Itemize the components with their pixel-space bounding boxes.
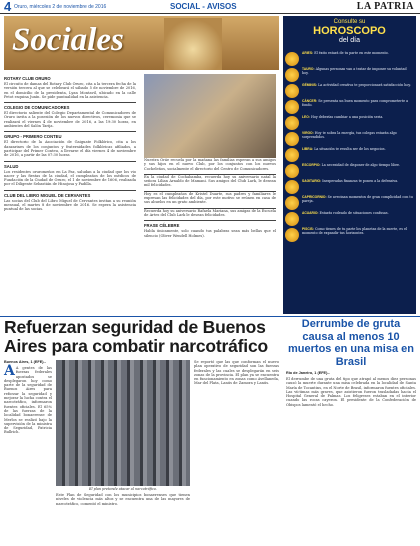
zodiac-sign-icon bbox=[285, 84, 299, 98]
main-article-col-left bbox=[4, 363, 52, 435]
police-photo bbox=[56, 360, 190, 486]
horoscope-sign-text bbox=[302, 100, 414, 108]
horoscope-sign-prediction: Inesperadas finanzas te ponen a la defensiva. bbox=[322, 179, 399, 183]
horoscope-sign-name: ARIES: bbox=[302, 51, 314, 55]
side-article-byline: Rio de Janeiro, 1 (EFE).- bbox=[286, 371, 330, 375]
horoscope-sign-text bbox=[302, 132, 414, 140]
horoscope-sign-text bbox=[302, 116, 383, 120]
horoscope-sign-text bbox=[302, 148, 386, 152]
horoscope-sign-text bbox=[302, 212, 389, 216]
social-text: El directorio saliente del Colegio Departamental de Comunicadores de Oruro invita a la posesión de los nuevos directivos, ceremonia que se realizará el viernes 4 de noviembre de 2016, a las 19:30 horas, en ambientes del Salón Tarija. bbox=[4, 111, 136, 129]
horoscope-sign-name: LEO: bbox=[302, 115, 310, 119]
social-text: Habla únicamente, solo cuando tus palabras sean más bellas que el silencio (Oliver Wendell Holmes). bbox=[144, 229, 276, 238]
zodiac-sign-icon bbox=[285, 180, 299, 194]
horoscope-sign-text bbox=[302, 164, 400, 168]
drop-cap: A bbox=[4, 363, 15, 379]
horoscope-sign-text bbox=[302, 196, 414, 204]
horoscope-sign bbox=[285, 164, 414, 178]
horoscope-sign-prediction: Se avecinan momentos de gran complicidad con tu pareja. bbox=[302, 195, 413, 203]
side-article-headline: Derrumbe de gruta causa al menos 10 muertos en una misa en Brasil bbox=[288, 318, 414, 368]
main-article-body-left: A gentes de las fuerzas federales apostados se desplegaron hoy como parte de la seguridad de Buenos Aires para reforzar la seguridad y mejorar la lucha contra el narcotráfico, informaron fuentes oficiales. El 65% de las fuerzas de la localidad bonaerense de Merlos se realizó bajo la supervisión de la ministra de Seguridad, Patricia Bullrich. bbox=[4, 366, 52, 435]
horoscope-sign bbox=[285, 132, 414, 146]
zodiac-sign-icon bbox=[285, 132, 299, 146]
horoscope-sign-prediction: Hoy deberías cambiar a una posición seria. bbox=[310, 115, 384, 119]
horoscope-sign-text bbox=[302, 68, 414, 76]
page-header bbox=[0, 0, 420, 14]
horoscope-sign-name: TAURO: bbox=[302, 67, 315, 71]
side-article-body: El derrumbe de una gruta del tipo que atrapó al menos diez personas causó la muerte durante una misa celebrada en la localidad de Santa María de Tocantins, en el Norte de Brasil, informaron fuentes oficiales. Las víctimas más graves, que asistieron fueron trasladadas hacia el Hospital General de Palmas. Los feligreses estaban en el interior cuando las rocas cayeron. El presidente de la Confederación de Obispos lamentó el hecho. bbox=[286, 377, 416, 407]
horoscope-sign bbox=[285, 100, 414, 114]
horoscope-sign-prediction: La necesidad de disponer de algo tiempo libre. bbox=[321, 163, 401, 167]
horoscope-sign-name: ESCORPIO: bbox=[302, 163, 321, 167]
horoscope-sign bbox=[285, 148, 414, 162]
horoscope-sign-prediction: El éxito estará de tu parte en este momento. bbox=[314, 51, 389, 55]
horoscope-sign bbox=[285, 180, 414, 194]
main-article-col-mid: Se reportó que las que conforman el nuevo plan operativo de seguridad son las fuerzas federales y las cuales se desplegarán en seis zonas de la provincia. El plan ya se encuentra en funcionamiento en zonas como Avellaneda, Mar del Plata, Lanús de Zamora y Lanús. bbox=[194, 360, 279, 386]
horoscope-sign bbox=[285, 196, 414, 210]
zodiac-sign-icon bbox=[285, 164, 299, 178]
social-text: Nuestra Oráe recuela por la mañana las familias esperan a sus amigos y sus hijos en el nuevo Club, por los conjuntos con los nuevos Cocheleños, socialmente el directorio del Centro de Comunicadores. bbox=[144, 158, 276, 171]
main-article-col-bottom: Este Plan de Seguridad con los municipios bonaerenses que tienen niveles de violencia más altos y se encuentra una de las mayores de narcotráfico, comentó el ministro. bbox=[56, 493, 190, 506]
social-text: Las socias del Club del Libro Miguel de Cervantes invitan a su reunión mensual, el martes 8 de noviembre de 2016. Se espera la asistencia puntual de las socias. bbox=[4, 198, 136, 212]
social-heading: CLUB DEL LIBRO MIGUEL DE CERVANTES bbox=[4, 192, 91, 198]
social-text: El circuito de damas del Rotary Club Oruro, cita a la tercera fecha de la versión tercera al que se celebrará el sábado 5 de noviembre de 2016, en el domicilio de la presidenta, Lyan Montavil, ubicado en la calle Petot esquina Junín. Se pide puntualidad en la asistencia. bbox=[4, 82, 136, 99]
social-rule bbox=[4, 102, 136, 103]
main-article-byline: Buenos Aires, 1 (EFE).- bbox=[4, 360, 46, 364]
sociales-banner-title: Sociales bbox=[12, 22, 124, 58]
social-heading: FRASE CÉLEBRE bbox=[144, 223, 180, 229]
social-rule bbox=[4, 131, 136, 132]
social-text: En la ciudad de Cochabamba, recuerda hoy su aniversario natal la señora Lilian Arnaldo de Mamani. Sus amigos del Club Lark, le desean mil felicidades. bbox=[144, 174, 276, 188]
champagne-glasses-image bbox=[164, 18, 222, 70]
horoscope-sign bbox=[285, 212, 414, 226]
horoscope-sign-name: CÁNCER: bbox=[302, 99, 318, 103]
horoscope-sign-text bbox=[302, 84, 411, 88]
horoscope-sign bbox=[285, 84, 414, 98]
zodiac-sign-icon bbox=[285, 116, 299, 130]
horoscope-sign-name: GÉMINIS: bbox=[302, 83, 318, 87]
horoscope-sign-prediction: La actividad creativa te proporcionará satisfacción hoy. bbox=[318, 83, 411, 87]
side-article bbox=[286, 318, 416, 544]
sociales-column-left bbox=[4, 74, 136, 212]
horoscope-signs bbox=[285, 52, 414, 244]
newspaper-name: LA PATRIA bbox=[356, 1, 414, 12]
social-heading: SALUD bbox=[4, 163, 19, 169]
sociales-banner bbox=[4, 16, 279, 70]
horoscope-sign-text bbox=[302, 180, 398, 184]
horoscope-sign-prediction: Se presenta un buen momento para comprometerte a fondo. bbox=[302, 99, 409, 107]
zodiac-sign-icon bbox=[285, 228, 299, 242]
social-rule bbox=[4, 161, 136, 162]
social-heading: GRUPO - PRIMERO CONTEU bbox=[4, 134, 62, 140]
social-text: Los residentes oruromeños en La Paz, saludan a la ciudad que los vio nacer y las fiestas de la ciudad, el cumpleaños de los médicos de Fundación de la Ciudad de Oruro, el 1 de noviembre de 1606, realizada por el Diligente Sebastián de Hinojosa y Padilla. bbox=[4, 169, 136, 187]
horoscope-sign bbox=[285, 228, 414, 242]
photo-caption: El plan pretende atacar al narcotráfico. bbox=[89, 487, 157, 491]
horoscope-sign-prediction: Algunas personas van a tratar de imponer su voluntad hoy. bbox=[302, 67, 407, 75]
horoscope-sign-prediction: Como tienes de tu parte los planetas de la suerte, es el momento de expandir tus horizontes. bbox=[302, 227, 407, 235]
horoscope-kicker: Consulte su bbox=[333, 19, 366, 25]
social-text: Hoy es el cumpleaños de Kristel Duarte, sus padres y familiares le expresan las felicidades del día, por este motivo se reúnen en casa de sus abuelos en un grato ambiente. bbox=[144, 191, 276, 205]
zodiac-sign-icon bbox=[285, 148, 299, 162]
horoscope-sign-name: ACUARIO: bbox=[302, 211, 319, 215]
page-number: 4 bbox=[4, 0, 12, 14]
social-rule bbox=[144, 220, 276, 221]
social-heading: ROTARY CLUB ORURO bbox=[4, 76, 51, 81]
sociales-column-right bbox=[144, 74, 276, 238]
zodiac-sign-icon bbox=[285, 196, 299, 210]
social-photo bbox=[144, 74, 276, 158]
horoscope-sign-text bbox=[302, 52, 389, 56]
zodiac-sign-icon bbox=[285, 212, 299, 226]
horoscope-header bbox=[283, 16, 416, 46]
zodiac-sign-icon bbox=[285, 52, 299, 66]
horoscope-sign-name: VIRGO: bbox=[302, 131, 314, 135]
main-article bbox=[4, 318, 279, 544]
social-heading: COLEGIO DE COMUNICADORES bbox=[4, 105, 70, 111]
horoscope-box bbox=[283, 16, 416, 314]
horoscope-sign-name: LIBRA: bbox=[302, 147, 314, 151]
main-article-headline: Refuerzan seguridad de Buenos Aires para combatir narcotráfico bbox=[4, 317, 268, 356]
horoscope-sign bbox=[285, 116, 414, 130]
horoscope-sign-name: SAGITARIO: bbox=[302, 179, 322, 183]
horoscope-subtitle: del día bbox=[338, 37, 361, 44]
section-title: SOCIAL - AVISOS bbox=[170, 2, 237, 11]
sociales-section bbox=[4, 16, 279, 314]
horoscope-sign-prediction: Estarás rodeado de situaciones confusas. bbox=[319, 211, 389, 215]
issue-date: Oruro, miércoles 2 de noviembre de 2016 bbox=[14, 4, 107, 10]
zodiac-sign-icon bbox=[285, 100, 299, 114]
social-text: El directorio de la Asociación de Gaiguate Folklórico, cita a los danzarines de los conjuntos y fraternidades folklóricas afiliados, a participar del Primer Conteu, a llevarse el día viernes 4 de noviembre de 2016, a partir de las 07:30 horas. bbox=[4, 140, 136, 158]
horoscope-title: HOROSCOPO bbox=[313, 25, 386, 37]
social-text: Recuerda hoy su aniversario Rafaela Mariana, sus amigas de la Escuela de Artes del Club Lark le desean felicidades. bbox=[144, 208, 276, 217]
social-rule bbox=[4, 190, 136, 191]
horoscope-sign-prediction: Hoy te sobra la energía, tus colegas estarán algo sorprendidos. bbox=[302, 131, 397, 139]
horoscope-sign-prediction: La situación te resulta ser de los negocios. bbox=[314, 147, 386, 151]
horoscope-sign-text bbox=[302, 228, 414, 236]
horoscope-sign bbox=[285, 52, 414, 66]
zodiac-sign-icon bbox=[285, 68, 299, 82]
horoscope-sign-name: CAPRICORNIO: bbox=[302, 195, 327, 199]
horoscope-sign-name: PISCIS: bbox=[302, 227, 314, 231]
horoscope-sign bbox=[285, 68, 414, 82]
